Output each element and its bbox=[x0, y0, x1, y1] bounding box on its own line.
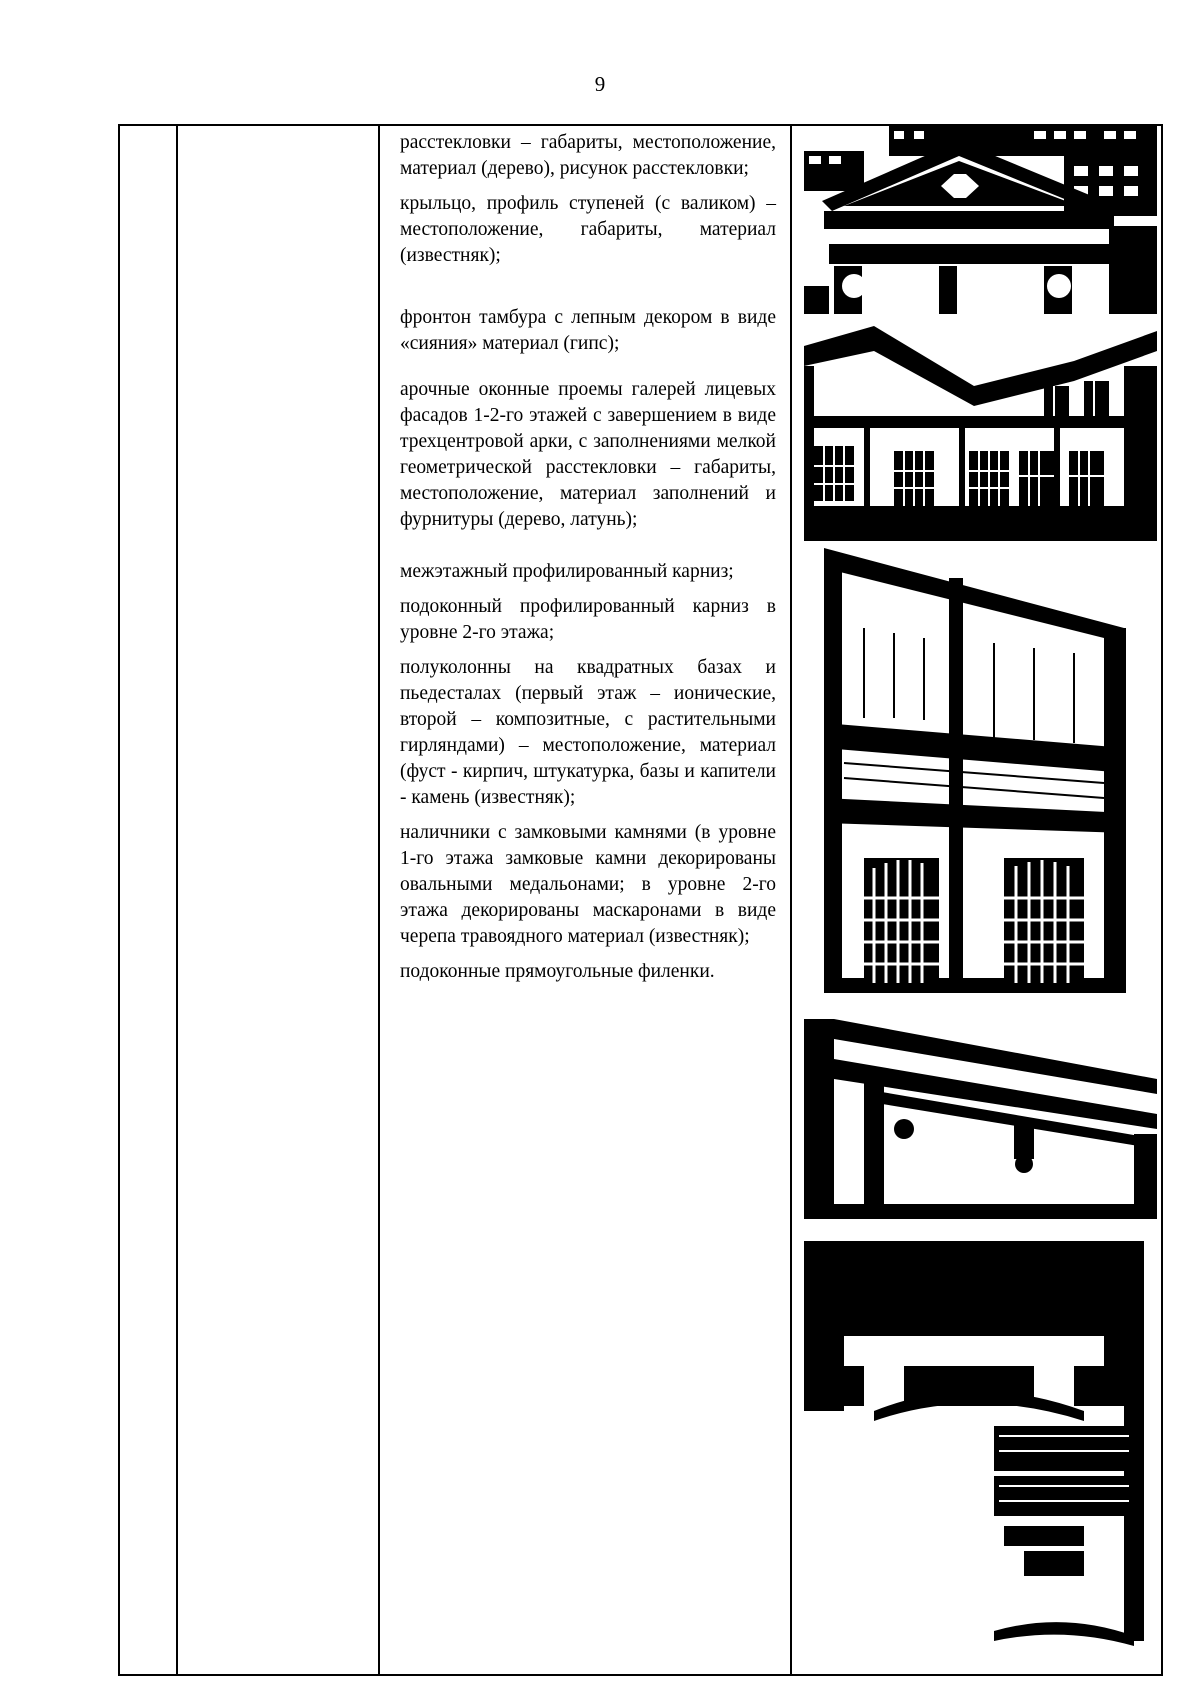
paragraph-panels: подоконные прямоугольные филенки. bbox=[400, 961, 715, 982]
paragraph-pediment: фронтон тамбура с лепным декором в виде «сияния» материал (гипс); bbox=[400, 307, 776, 354]
paragraph-glazing: расстекловки – габариты, местоположение, материал (дерево), рисунок расстекловки; bbox=[400, 132, 776, 179]
photo-pediment-entrance bbox=[804, 126, 1157, 314]
column-divider bbox=[176, 126, 178, 1674]
paragraph-arched-windows: арочные оконные проемы галерей лицевых фасадов 1-2-го этажей с завершением в виде трехцентровой арки, с заполнениями мелкой геометрической расстекловки – габариты, местоположение, материал заполнений и фурнитуры (дерево, латунь); bbox=[400, 379, 776, 530]
paragraph-porch: крыльцо, профиль ступеней (с валиком) – местоположение, габариты, материал (известняк); bbox=[400, 193, 776, 266]
features-description-column bbox=[400, 130, 776, 994]
photo-keystone-detail bbox=[804, 1241, 1157, 1671]
photo-courtyard-gallery bbox=[804, 326, 1157, 541]
paragraph-window-surrounds: наличники с замковыми камнями (в уровне 1-го этажа замковые камни декорированы овальными медальонами; в уровне 2-го этажа декорированы маскаронами в виде черепа травоядного материал (известняк); bbox=[400, 822, 776, 947]
photo-cornice-detail bbox=[804, 1019, 1157, 1219]
column-divider bbox=[378, 126, 380, 1674]
paragraph-interfloor-cornice: межэтажный профилированный карниз; bbox=[400, 561, 734, 582]
photo-arched-windows-facade bbox=[804, 548, 1157, 993]
heritage-table bbox=[118, 124, 1163, 1676]
column-divider bbox=[790, 126, 792, 1674]
paragraph-half-columns: полуколонны на квадратных базах и пьедесталах (первый этаж – ионические, второй – композитные, с растительными гирляндами) – местоположение, материал (фуст - кирпич, штукатурка, базы и капители - камень (известняк); bbox=[400, 657, 776, 808]
page-number: 9 bbox=[594, 72, 606, 96]
paragraph-sill-cornice: подоконный профилированный карниз в уровне 2-го этажа; bbox=[400, 596, 776, 643]
